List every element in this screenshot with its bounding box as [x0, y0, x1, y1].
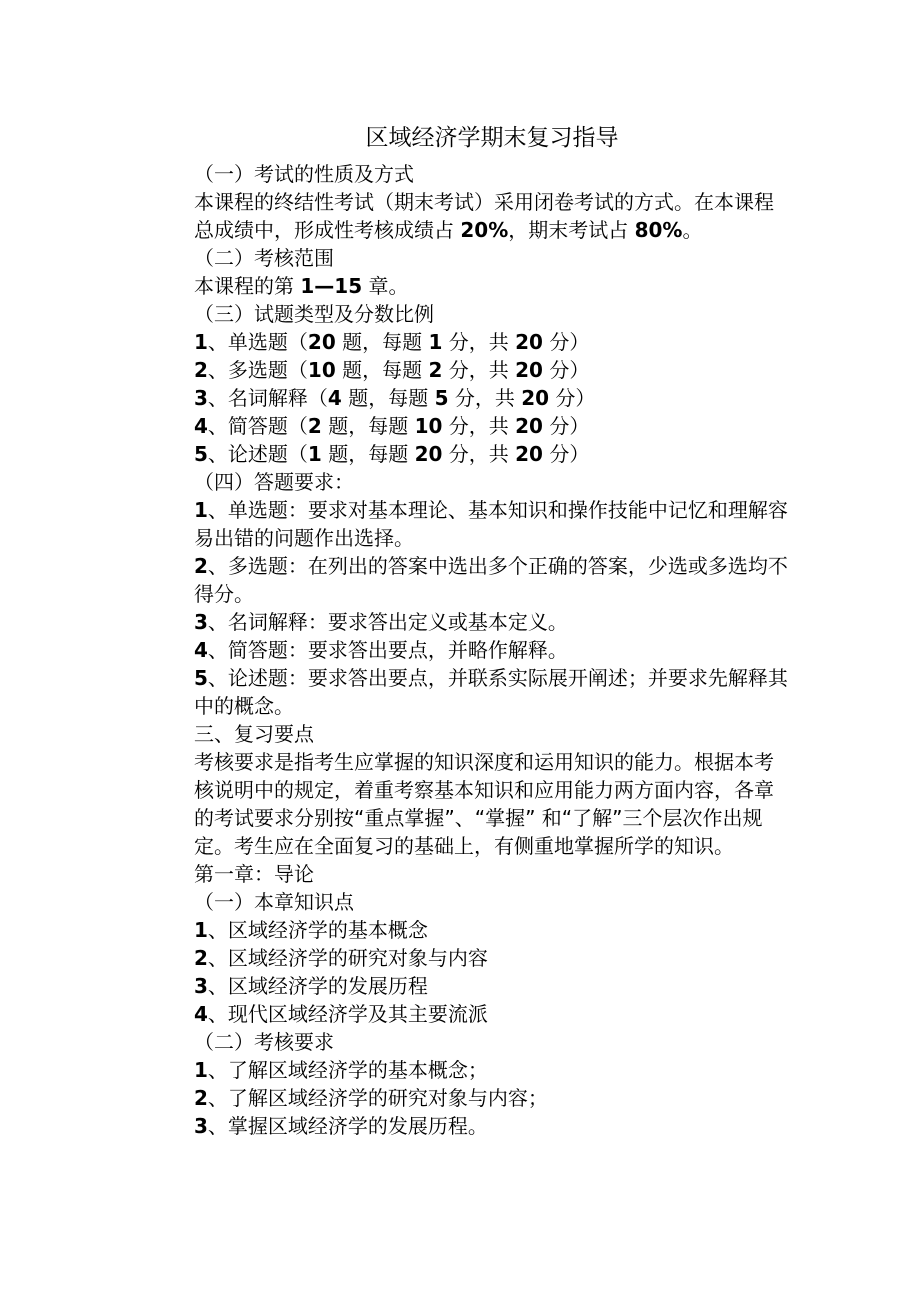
paragraph: 本课程的终结性考试（期末考试）采用闭卷考试的方式。在本课程总成绩中，形成性考核成绩占 20%，期末考试占 80%。 [194, 190, 774, 242]
paragraph: 考核要求是指考生应掌握的知识深度和运用知识的能力。根据本考核说明中的规定，着重考察基本知识和应用能力两方面内容，各章的考试要求分别按“重点掌握”、“掌握” 和“了解”三个层次作出规定。考生应在全面复习的基础上，有侧重地掌握所学的知识。 [194, 750, 774, 858]
text-line: 本课程的第 1—15 章。 [194, 274, 409, 298]
text-line: 3、名词解释（4 题，每题 5 分，共 20 分） [194, 386, 596, 410]
paragraph: 1、单选题：要求对基本理论、基本知识和操作技能中记忆和理解容易出错的问题作出选择。 [194, 498, 788, 550]
text-line: 第一章：导论 [194, 862, 314, 886]
text-line: 三、复习要点 [194, 722, 314, 746]
text-line: 5、论述题（1 题，每题 20 分，共 20 分） [194, 442, 590, 466]
text-line: 1、区域经济学的基本概念 [194, 918, 428, 942]
text-line: 4、简答题（2 题，每题 10 分，共 20 分） [194, 414, 590, 438]
text-line: 3、掌握区域经济学的发展历程。 [194, 1114, 488, 1138]
text-line: （四）答题要求： [194, 470, 354, 494]
paragraph: 2、多选题：在列出的答案中选出多个正确的答案，少选或多选均不得分。 [194, 554, 788, 606]
text-line: （一）考试的性质及方式 [194, 162, 414, 186]
text-line: 1、了解区域经济学的基本概念； [194, 1058, 488, 1082]
text-line: 1、单选题（20 题，每题 1 分，共 20 分） [194, 330, 590, 354]
text-line: 3、名词解释：要求答出定义或基本定义。 [194, 610, 568, 634]
document-body [194, 160, 790, 1140]
paragraph: 5、论述题：要求答出要点，并联系实际展开阐述；并要求先解释其中的概念。 [194, 666, 788, 718]
text-line: （二）考核范围 [194, 246, 334, 270]
text-line: （三）试题类型及分数比例 [194, 302, 434, 326]
text-line: 4、简答题：要求答出要点，并略作解释。 [194, 638, 568, 662]
text-line: 3、区域经济学的发展历程 [194, 974, 428, 998]
text-line: （二）考核要求 [194, 1030, 334, 1054]
document-title: 区域经济学期末复习指导 [365, 125, 619, 151]
text-line: （一）本章知识点 [194, 890, 354, 914]
text-line: 4、现代区域经济学及其主要流派 [194, 1002, 488, 1026]
document-page [194, 118, 790, 1140]
text-line: 2、了解区域经济学的研究对象与内容； [194, 1086, 548, 1110]
text-line: 2、区域经济学的研究对象与内容 [194, 946, 488, 970]
text-line: 2、多选题（10 题，每题 2 分，共 20 分） [194, 358, 590, 382]
